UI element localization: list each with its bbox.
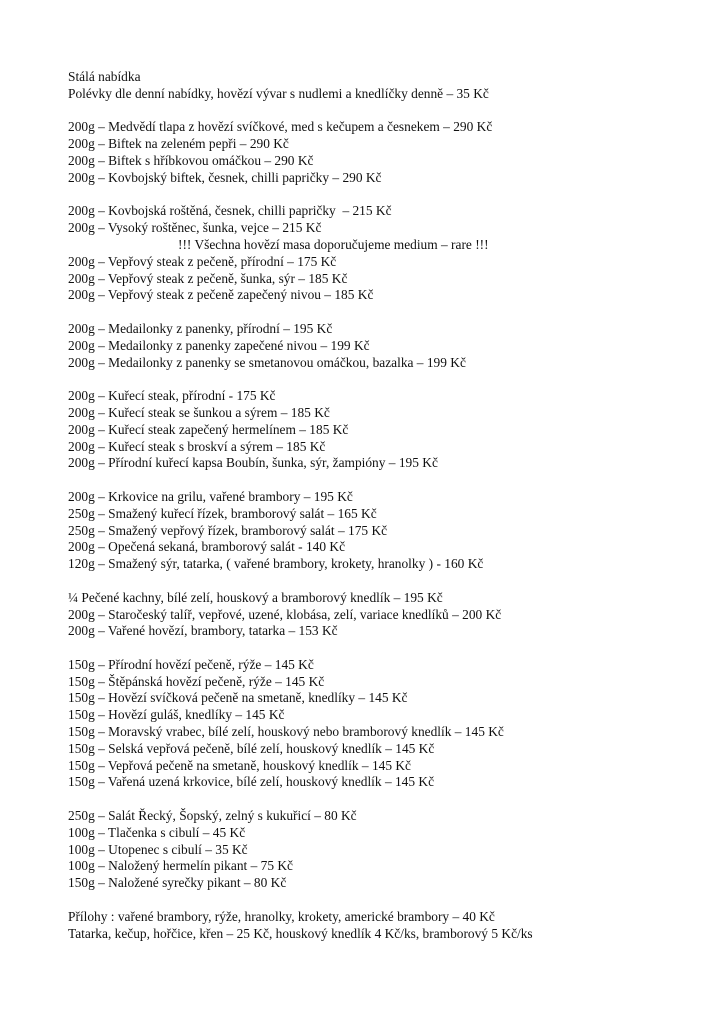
beef-recommendation-note: !!! Všechna hovězí masa doporučujeme medium – rare !!! (178, 236, 489, 252)
spacer (68, 640, 708, 657)
menu-item: 150g – Štěpánská hovězí pečeně, rýže – 145 Kč (68, 673, 325, 689)
menu-item: 200g – Vepřový steak z pečeně, šunka, sýr – 185 Kč (68, 270, 348, 286)
menu-item: 120g – Smažený sýr, tatarka, ( vařené brambory, krokety, hranolky ) - 160 Kč (68, 556, 484, 572)
menu-item: 150g – Přírodní hovězí pečeně, rýže – 145 Kč (68, 656, 314, 672)
spacer (68, 304, 708, 321)
menu-item: 200g – Vepřový steak z pečeně zapečený nivou – 185 Kč (68, 287, 374, 303)
menu-item: 200g – Opečená sekaná, bramborový salát - 140 Kč (68, 539, 346, 555)
menu-item: 200g – Kovbojská roštěná, česnek, chilli papričky – 215 Kč (68, 203, 392, 219)
sides-line: Přílohy : vařené brambory, rýže, hranolky, krokety, americké brambory – 40 Kč (68, 908, 495, 924)
menu-item: 250g – Smažený vepřový řízek, bramborový salát – 175 Kč (68, 522, 388, 538)
menu-item: 200g – Vepřový steak z pečeně, přírodní – 175 Kč (68, 253, 337, 269)
spacer (68, 371, 708, 388)
spacer (68, 103, 708, 120)
menu-item: ¼ Pečené kachny, bílé zelí, houskový a bramborový knedlík – 195 Kč (68, 589, 443, 605)
spacer (68, 187, 708, 204)
menu-item: 200g – Medvědí tlapa z hovězí svíčkové, med s kečupem a česnekem – 290 Kč (68, 119, 493, 135)
menu-item: 200g – Biftek s hříbkovou omáčkou – 290 Kč (68, 152, 314, 168)
menu-item: 200g – Kuřecí steak, přírodní - 175 Kč (68, 388, 276, 404)
spacer (68, 791, 708, 808)
menu-item: 200g – Kuřecí steak s broskví a sýrem – 185 Kč (68, 438, 326, 454)
menu-title: Stálá nabídka (68, 69, 141, 84)
section-150g-dishes (68, 657, 708, 791)
menu-item: 150g – Hovězí guláš, knedlíky – 145 Kč (68, 707, 285, 723)
menu-item: 200g – Medailonky z panenky, přírodní – 195 Kč (68, 320, 333, 336)
sauces-line: Tatarka, kečup, hořčice, křen – 25 Kč, houskový knedlík 4 Kč/ks, bramborový 5 Kč/ks (68, 925, 533, 941)
menu-item: 200g – Přírodní kuřecí kapsa Boubín, šunka, sýr, žampióny – 195 Kč (68, 455, 438, 471)
section-cold-dishes (68, 808, 708, 892)
spacer (68, 472, 708, 489)
menu-item: 150g – Vařená uzená krkovice, bílé zelí, houskový knedlík – 145 Kč (68, 774, 435, 790)
spacer (68, 573, 708, 590)
menu-item: 200g – Medailonky z panenky zapečené nivou – 199 Kč (68, 337, 370, 353)
menu-item: 150g – Vepřová pečeně na smetaně, houskový knedlík – 145 Kč (68, 757, 411, 773)
menu-item: 200g – Kuřecí steak se šunkou a sýrem – 185 Kč (68, 404, 330, 420)
section-sides (68, 909, 708, 943)
menu-item: 150g – Naložené syrečky pikant – 80 Kč (68, 875, 287, 891)
section-grill-and-fried (68, 489, 708, 573)
section-beef-steaks (68, 119, 708, 186)
menu-item: 200g – Kovbojský biftek, česnek, chilli papričky – 290 Kč (68, 169, 382, 185)
menu-item: 200g – Vysoký roštěnec, šunka, vejce – 215 Kč (68, 220, 322, 236)
menu-item: 150g – Moravský vrabec, bílé zelí, houskový nebo bramborový knedlík – 145 Kč (68, 724, 504, 740)
soup-line: Polévky dle denní nabídky, hovězí vývar s nudlemi a knedlíčky denně – 35 Kč (68, 85, 489, 101)
section-roast-and-pork-steaks (68, 203, 708, 304)
section-traditional (68, 590, 708, 640)
spacer (68, 892, 708, 909)
menu-item: 200g – Biftek na zeleném pepři – 290 Kč (68, 136, 289, 152)
menu-item: 250g – Smažený kuřecí řízek, bramborový salát – 165 Kč (68, 505, 377, 521)
menu-item: 100g – Naložený hermelín pikant – 75 Kč (68, 858, 293, 874)
menu-item: 100g – Tlačenka s cibulí – 45 Kč (68, 824, 246, 840)
menu-document (68, 69, 708, 942)
menu-item: 200g – Vařené hovězí, brambory, tatarka – 153 Kč (68, 623, 338, 639)
menu-item: 150g – Hovězí svíčková pečeně na smetaně, knedlíky – 145 Kč (68, 690, 408, 706)
menu-item: 200g – Staročeský talíř, vepřové, uzené, klobása, zelí, variace knedlíků – 200 Kč (68, 606, 502, 622)
menu-item: 200g – Krkovice na grilu, vařené brambory – 195 Kč (68, 488, 353, 504)
menu-item: 250g – Salát Řecký, Šopský, zelný s kukuřicí – 80 Kč (68, 808, 357, 824)
section-medallions (68, 321, 708, 371)
menu-item: 200g – Medailonky z panenky se smetanovou omáčkou, bazalka – 199 Kč (68, 354, 466, 370)
menu-item: 150g – Selská vepřová pečeně, bílé zelí, houskový knedlík – 145 Kč (68, 740, 435, 756)
menu-item: 100g – Utopenec s cibulí – 35 Kč (68, 841, 248, 857)
section-chicken (68, 388, 708, 472)
menu-item: 200g – Kuřecí steak zapečený hermelínem – 185 Kč (68, 421, 349, 437)
